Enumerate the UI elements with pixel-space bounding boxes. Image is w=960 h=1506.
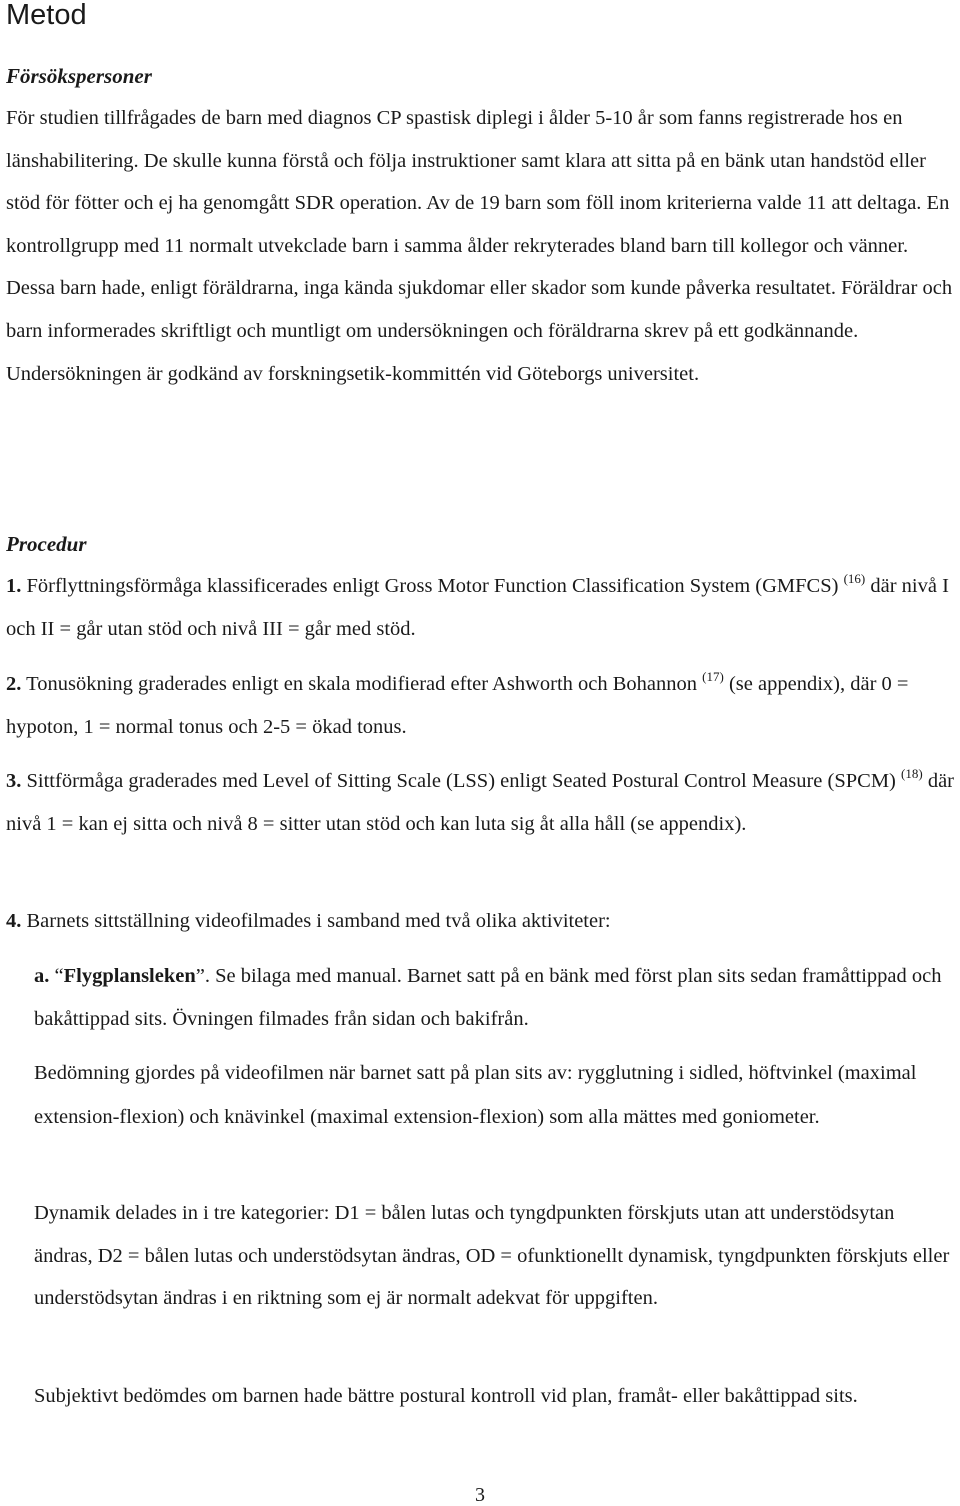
item-text: Förflyttningsförmåga klassificerades enligt Gross Motor Function Classification System (GMFCS) bbox=[21, 575, 844, 597]
activity-a: a. “Flygplansleken”. Se bilaga med manual. Barnet satt på en bänk med först plan sits sedan framåttippad och bakåttippad sits. Övningen filmades från sidan och bakifrån. bbox=[34, 965, 942, 1030]
assessment-paragraph: Bedömning gjordes på videofilmen när barnet satt på plan sits av: rygglutning i sidled, höftvinkel (maximal extension-flexion) och knävinkel (maximal extension-flexion) som alla mättes med goniometer. bbox=[34, 1062, 917, 1128]
item-text: Tonusökning graderades enligt en skala modifierad efter Ashworth och Bohannon bbox=[21, 673, 703, 695]
procedure-item-4 bbox=[6, 900, 956, 943]
subjective-paragraph: Subjektivt bedömdes om barnen hade bättre postural kontroll vid plan, framåt- eller bakåttippad sits. bbox=[34, 1385, 858, 1407]
citation-ref: (18) bbox=[901, 766, 923, 781]
procedure-item-1 bbox=[6, 565, 956, 650]
item-text: där nivå 1 = kan ej sitta och nivå 8 = sitter utan stöd och kan luta sig åt alla håll (se appendix). bbox=[6, 770, 954, 835]
procedure-heading: Procedur bbox=[6, 532, 87, 556]
participants-paragraph: För studien tillfrågades de barn med diagnos CP spastisk diplegi i ålder 5-10 år som fanns registrerade hos en länshabilitering. De skulle kunna förstå och följa instruktioner samt klara att sitta på en bänk utan handstöd eller stöd för fötter och ej ha genomgått SDR operation. Av de 19 barn som föll inom kriterierna valde 11 att deltaga. En kontrollgrupp med 11 normalt utvekclade barn i samma ålder rekryterades bland barn till kollegor och vänner. Dessa barn hade, enligt föräldrarna, inga kända sjukdomar eller skador som kunde påverka resultatet. Föräldrar och barn informerades skriftligt och muntligt om undersökningen och föräldrarna skrev på ett godkännande. Undersökningen är godkänd av forskningsetik-kommittén vid Göteborgs universitet. bbox=[6, 107, 953, 385]
activity-label: a. bbox=[34, 965, 50, 987]
activity-name: Flygplansleken bbox=[63, 965, 196, 987]
item-number: 1. bbox=[6, 575, 22, 597]
procedure-item-3 bbox=[6, 760, 956, 845]
activity-text: . Se bilaga med manual. Barnet satt på en bänk med först plan sits sedan framåttippad och bakåttippad sits. Övningen filmades från sidan och bakifrån. bbox=[34, 965, 942, 1030]
page-number: 3 bbox=[475, 1484, 485, 1506]
item-number: 2. bbox=[6, 673, 22, 695]
item-number: 4. bbox=[6, 910, 22, 932]
item-text: där nivå I och II = går utan stöd och nivå III = går med stöd. bbox=[6, 575, 949, 640]
participants-heading: Försökspersoner bbox=[6, 64, 152, 88]
item-text: (se appendix), där 0 = hypoton, 1 = normal tonus och 2-5 = ökad tonus. bbox=[6, 673, 909, 738]
dynamics-paragraph: Dynamik delades in i tre kategorier: D1 = bålen lutas och tyngdpunkten förskjuts utan att understödsytan ändras, D2 = bålen lutas och understödsytan ändras, OD = ofunktionellt dynamisk, tyngdpunkten förskjuts eller understödsytan ändras i en riktning som ej är normalt adekvat för uppgiften. bbox=[34, 1202, 950, 1310]
citation-ref: (17) bbox=[702, 669, 724, 684]
item-number: 3. bbox=[6, 770, 22, 792]
section-title: Metod bbox=[6, 0, 87, 31]
item-text: Barnets sittställning videofilmades i samband med två olika aktiviteter: bbox=[21, 910, 611, 932]
procedure-item-2 bbox=[6, 663, 956, 748]
item-text: Sittförmåga graderades med Level of Sitting Scale (LSS) enligt Seated Postural Control Measure (SPCM) bbox=[21, 770, 902, 792]
citation-ref: (16) bbox=[843, 571, 866, 586]
